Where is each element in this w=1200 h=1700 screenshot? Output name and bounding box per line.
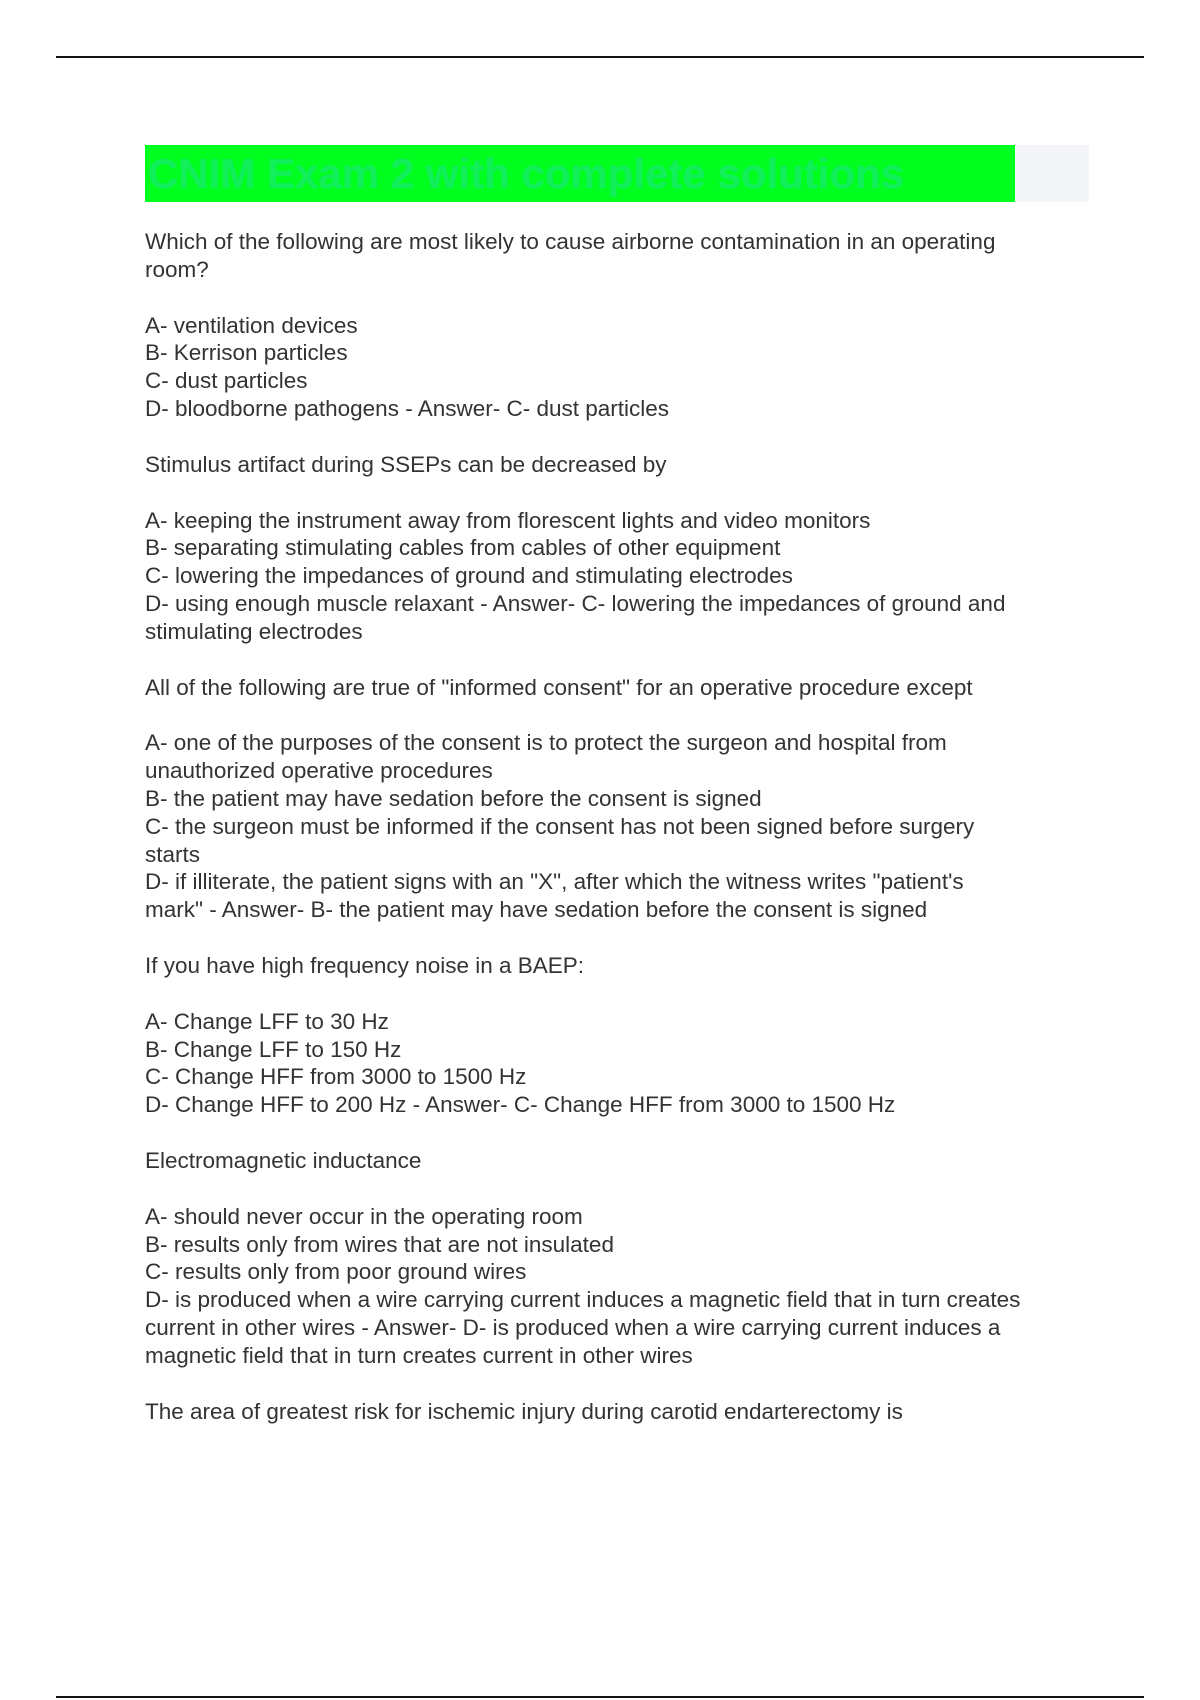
text-line: B- results only from wires that are not insulated bbox=[145, 1231, 614, 1257]
text-line: C- lowering the impedances of ground and stimulating electrodes bbox=[145, 563, 793, 589]
text-line: A- Change LFF to 30 Hz bbox=[145, 1008, 389, 1034]
text-line: current in other wires - Answer- D- is produced when a wire carrying current induces a bbox=[145, 1314, 1001, 1340]
text-line: The area of greatest risk for ischemic injury during carotid endarterectomy is bbox=[145, 1398, 903, 1424]
options-3 bbox=[145, 729, 1095, 924]
text-line: stimulating electrodes bbox=[145, 618, 363, 644]
text-line: A- keeping the instrument away from florescent lights and video monitors bbox=[145, 507, 871, 533]
text-line: starts bbox=[145, 841, 201, 867]
question-4 bbox=[145, 952, 1095, 980]
question-6 bbox=[145, 1398, 1095, 1426]
text-line: All of the following are true of "informed consent" for an operative procedure except bbox=[145, 674, 973, 700]
text-line: If you have high frequency noise in a BAEP: bbox=[145, 952, 585, 978]
text-line: B- the patient may have sedation before the consent is signed bbox=[145, 785, 762, 811]
document-title: CNIM Exam 2 with complete solutions bbox=[145, 145, 1015, 202]
text-line: A- should never occur in the operating room bbox=[145, 1203, 583, 1229]
text-line: magnetic field that in turn creates current in other wires bbox=[145, 1342, 693, 1368]
text-line: unauthorized operative procedures bbox=[145, 758, 493, 784]
text-line: Which of the following are most likely to cause airborne contamination in an operating bbox=[145, 229, 996, 254]
text-line: D- Change HFF to 200 Hz - Answer- C- Change HFF from 3000 to 1500 Hz bbox=[145, 1092, 896, 1118]
text-line: C- results only from poor ground wires bbox=[145, 1259, 527, 1285]
options-4 bbox=[145, 1008, 1095, 1119]
options-5 bbox=[145, 1203, 1095, 1370]
text-line: C- Change HFF from 3000 to 1500 Hz bbox=[145, 1064, 527, 1090]
title-banner bbox=[145, 145, 1089, 202]
question-2 bbox=[145, 451, 1095, 479]
bottom-rule bbox=[56, 1696, 1144, 1698]
text-line: B- Change LFF to 150 Hz bbox=[145, 1036, 402, 1062]
document-body bbox=[145, 228, 1095, 1453]
text-line: D- bloodborne pathogens - Answer- C- dust particles bbox=[145, 395, 670, 421]
text-line: A- one of the purposes of the consent is to protect the surgeon and hospital from bbox=[145, 730, 947, 756]
top-rule bbox=[56, 56, 1144, 58]
question-5 bbox=[145, 1147, 1095, 1175]
text-line: mark" - Answer- B- the patient may have sedation before the consent is signed bbox=[145, 897, 928, 923]
question-3 bbox=[145, 674, 1095, 702]
text-line: C- dust particles bbox=[145, 368, 308, 394]
options-1 bbox=[145, 312, 1095, 423]
text-line: room? bbox=[145, 256, 209, 282]
text-line: C- the surgeon must be informed if the consent has not been signed before surgery bbox=[145, 813, 975, 839]
text-line: A- ventilation devices bbox=[145, 312, 358, 338]
options-2 bbox=[145, 507, 1095, 646]
text-line: D- is produced when a wire carrying current induces a magnetic field that in turn creates bbox=[145, 1287, 1021, 1313]
question-1 bbox=[145, 228, 1095, 284]
text-line: D- if illiterate, the patient signs with an "X", after which the witness writes "patient's bbox=[145, 869, 964, 895]
text-line: B- Kerrison particles bbox=[145, 340, 348, 366]
text-line: Electromagnetic inductance bbox=[145, 1147, 422, 1173]
text-line: D- using enough muscle relaxant - Answer- C- lowering the impedances of ground and bbox=[145, 590, 1006, 616]
text-line: B- separating stimulating cables from cables of other equipment bbox=[145, 535, 781, 561]
text-line: Stimulus artifact during SSEPs can be decreased by bbox=[145, 451, 667, 477]
